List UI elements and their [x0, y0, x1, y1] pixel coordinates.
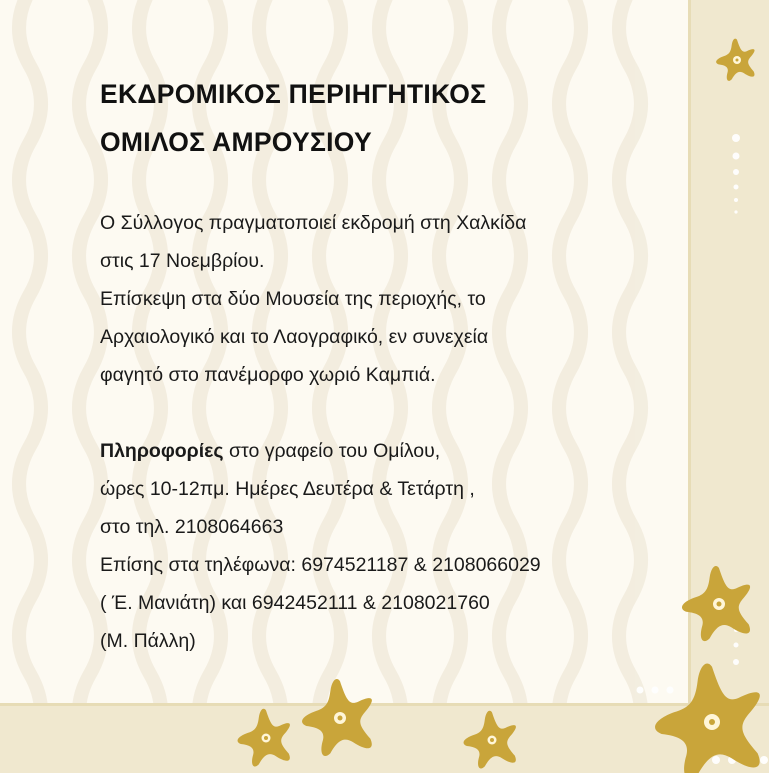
title-line-2: ΟΜΙΛΟΣ ΑΜΡΟΥΣΙΟΥ [100, 127, 372, 157]
info-line-5: ( Έ. Μανιάτη) και 6942452111 & 2108021760 [100, 592, 490, 614]
announcement-line-5: φαγητό στο πανέμορφο χωριό Καμπιά. [100, 364, 436, 386]
bottom-band-edge [0, 703, 769, 706]
right-band-edge [688, 0, 691, 773]
info-line-6: (Μ. Πάλλη) [100, 630, 196, 652]
paragraph-gap [100, 394, 680, 432]
bottom-band [0, 705, 769, 773]
info-label: Πληροφορίες [100, 440, 224, 462]
announcement-body [100, 204, 680, 660]
announcement-line-4: Αρχαιολογικό και το Λαογραφικό, εν συνεχεία [100, 326, 489, 348]
info-line-3: στο τηλ. 2108064663 [100, 516, 284, 538]
title-line-1: ΕΚΔΡΟΜΙΚΟΣ ΠΕΡΙΗΓΗΤΙΚΟΣ [100, 79, 487, 109]
announcement-line-3: Επίσκεψη στα δύο Μουσεία της περιοχής, το [100, 288, 486, 310]
info-line-1-rest: στο γραφείο του Ομίλου, [223, 440, 441, 462]
announcement-line-2: στις 17 Νοεμβρίου. [100, 250, 265, 272]
right-band [690, 0, 769, 773]
info-line-1 [100, 432, 680, 470]
info-line-2: ώρες 10-12πμ. Ημέρες Δευτέρα & Τετάρτη , [100, 478, 475, 500]
announcement-line-1: Ο Σύλλογος πραγματοποιεί εκδρομή στη Χαλκίδα [100, 212, 527, 234]
info-line-4: Επίσης στα τηλέφωνα: 6974521187 & 2108066029 [100, 554, 541, 576]
club-title [100, 70, 620, 166]
